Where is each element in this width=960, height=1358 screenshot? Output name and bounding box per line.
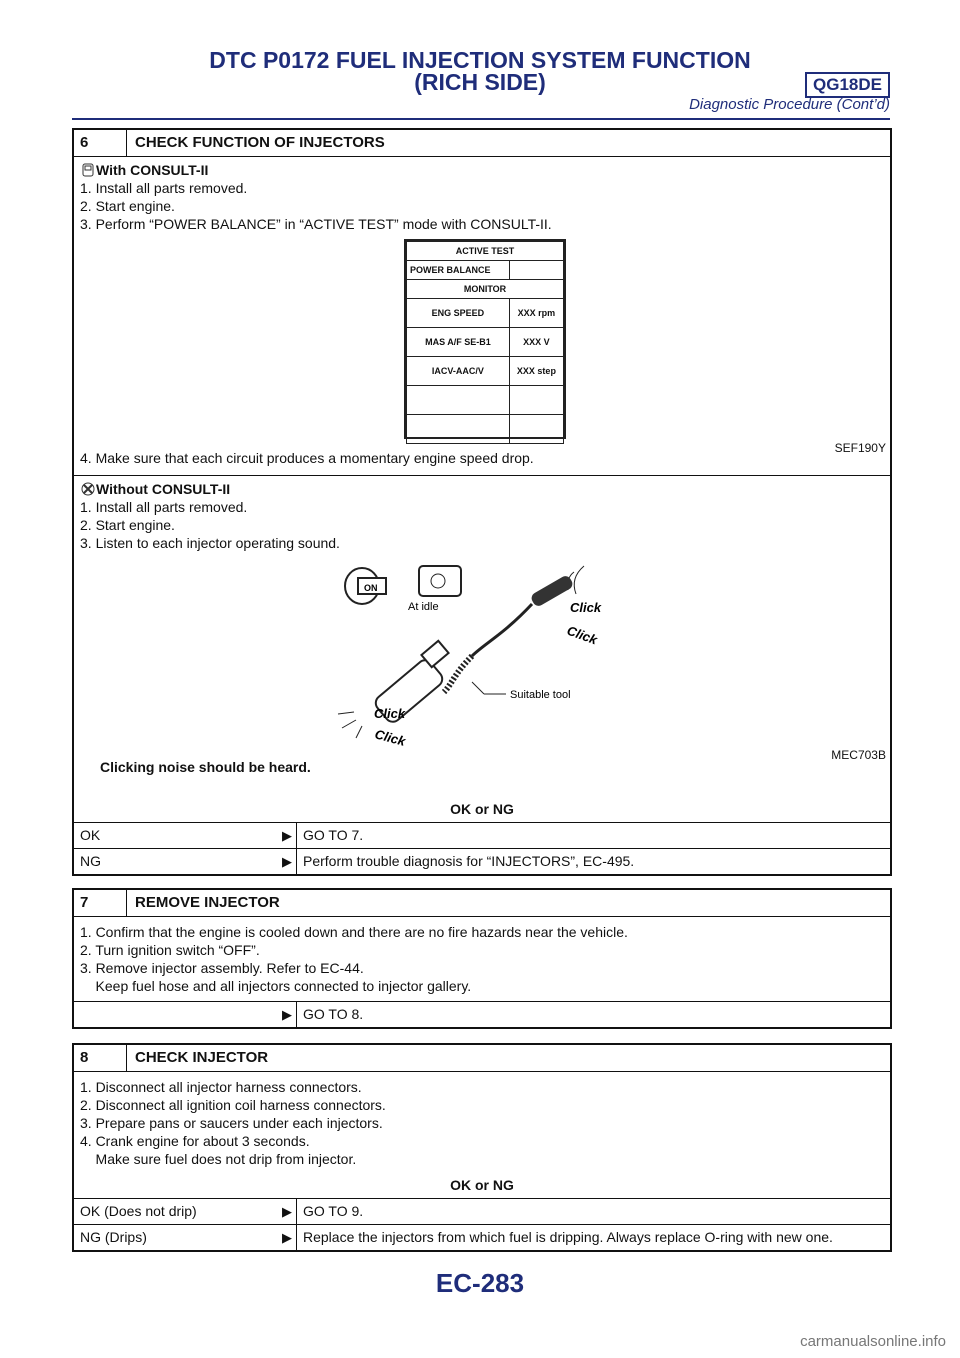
active-test-screen (404, 239, 566, 439)
step-title: CHECK FUNCTION OF INJECTORS (135, 134, 385, 151)
arrow-right-icon: ▶ (282, 1230, 292, 1245)
result-action: GO TO 8. (296, 1002, 890, 1027)
result-row (74, 822, 890, 848)
instruction-line: 1. Install all parts removed. (80, 499, 248, 515)
page-subtitle: Diagnostic Procedure (Cont’d) (689, 96, 890, 113)
screen-row-value: XXX rpm (509, 299, 563, 328)
key-on-label: ON (364, 583, 378, 593)
engine-icon (408, 566, 461, 613)
arrow-right-icon: ▶ (282, 1204, 292, 1219)
step-8-box (72, 1043, 892, 1252)
idle-label: At idle (408, 601, 439, 613)
result-action: GO TO 9. (296, 1199, 890, 1224)
step-title: REMOVE INJECTOR (135, 894, 280, 911)
tool-label: Suitable tool (510, 689, 571, 701)
step-8-header (74, 1045, 890, 1072)
screen-row-label: ENG SPEED (407, 299, 510, 328)
instruction-line: Keep fuel hose and all injectors connected to injector gallery. (80, 978, 472, 994)
result-row (74, 848, 890, 874)
instruction-line: 1. Install all parts removed. (80, 180, 248, 196)
instruction-line: 3. Perform “POWER BALANCE” in “ACTIVE TEST” mode with CONSULT-II. (80, 216, 552, 232)
title-line-2: (RICH SIDE) (414, 69, 546, 95)
step-6-header (74, 130, 890, 157)
screen-row-value: XXX step (509, 357, 563, 386)
with-consult-section (74, 157, 890, 476)
injector-sound-illustration (334, 564, 634, 754)
instruction-line: 2. Start engine. (80, 198, 175, 214)
instruction-line: 1. Disconnect all injector harness connectors. (80, 1079, 362, 1095)
no-tools-icon (80, 481, 96, 497)
screen-monitor: MONITOR (407, 280, 564, 299)
result-condition: OK (80, 827, 101, 843)
click-label: Click (570, 600, 602, 615)
header-rule (72, 118, 890, 120)
engine-badge: QG18DE (805, 72, 890, 98)
result-condition: NG (Drips) (80, 1229, 147, 1245)
click-label: Click (373, 726, 408, 749)
step-8-body (74, 1072, 890, 1172)
instruction-line: 2. Start engine. (80, 517, 175, 533)
instruction-line: 3. Prepare pans or saucers under each injectors. (80, 1115, 383, 1131)
instruction-line: 2. Disconnect all ignition coil harness connectors. (80, 1097, 386, 1113)
result-action: GO TO 7. (296, 823, 890, 848)
instruction-line: 3. Listen to each injector operating sound. (80, 535, 340, 551)
arrow-right-icon: ▶ (282, 828, 292, 843)
expected-result-note: Clicking noise should be heard. (100, 759, 311, 775)
ignition-key-icon (345, 568, 386, 604)
step-number: 8 (74, 1045, 127, 1071)
result-condition (74, 1002, 278, 1027)
injector-icon (338, 641, 449, 738)
ok-ng-label: OK or NG (450, 801, 514, 817)
step-number: 6 (74, 130, 127, 156)
step-7-box (72, 888, 892, 1029)
step-7-body (74, 917, 890, 1001)
result-row (74, 1224, 890, 1250)
result-condition: NG (80, 853, 101, 869)
result-action: Replace the injectors from which fuel is dripping. Always replace O-ring with new one. (296, 1225, 890, 1250)
instruction-line: 1. Confirm that the engine is cooled down and there are no fire hazards near the vehicle. (80, 924, 628, 940)
result-action: Perform trouble diagnosis for “INJECTORS”, EC-495. (296, 849, 890, 874)
title-line-1: DTC P0172 FUEL INJECTION SYSTEM FUNCTION (209, 47, 751, 73)
result-row (74, 1001, 890, 1027)
arrow-right-icon: ▶ (282, 854, 292, 869)
screen-row-label: MAS A/F SE-B1 (407, 328, 510, 357)
instruction-line: 3. Remove injector assembly. Refer to EC-44. (80, 960, 364, 976)
step-6-box (72, 128, 892, 876)
screen-title: ACTIVE TEST (407, 242, 564, 261)
watermark: carmanualsonline.info (800, 1333, 946, 1350)
instruction-line: Make sure fuel does not drip from injector. (80, 1151, 357, 1167)
instruction-line: 2. Turn ignition switch “OFF”. (80, 942, 260, 958)
instruction-line: 4. Make sure that each circuit produces a momentary engine speed drop. (80, 450, 534, 466)
page-number: EC-283 (435, 1268, 525, 1298)
click-label: Click (564, 622, 600, 648)
screen-row-label: IACV-AAC/V (407, 357, 510, 386)
click-label: Click (374, 706, 406, 721)
result-row (74, 1198, 890, 1224)
with-consult-heading: With CONSULT-II (80, 161, 884, 179)
figure-id: SEF190Y (834, 441, 886, 455)
without-consult-section (74, 476, 890, 796)
consult-icon (80, 162, 96, 178)
instruction-line: 4. Crank engine for about 3 seconds. (80, 1133, 310, 1149)
arrow-right-icon: ▶ (282, 1007, 292, 1022)
figure-id: MEC703B (831, 748, 886, 762)
without-consult-heading: Without CONSULT-II (80, 480, 884, 498)
stethoscope-tool-icon (444, 566, 584, 692)
ok-ng-label: OK or NG (450, 1177, 514, 1193)
screen-test: POWER BALANCE (407, 261, 510, 280)
step-title: CHECK INJECTOR (135, 1049, 269, 1066)
step-7-header (74, 890, 890, 917)
result-condition: OK (Does not drip) (80, 1203, 197, 1219)
step-number: 7 (74, 890, 127, 916)
screen-row-value: XXX V (509, 328, 563, 357)
